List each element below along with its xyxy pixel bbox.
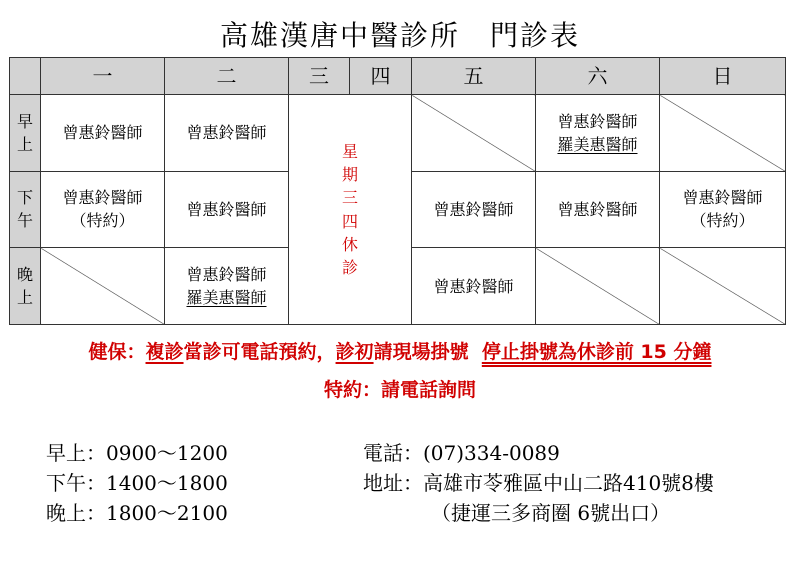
day-header-fri: 五: [412, 58, 536, 95]
special-note: （特約）: [690, 211, 755, 231]
cell-mon-afternoon: [41, 171, 165, 248]
morning-row: [10, 95, 786, 172]
doctor-name: 曾惠鈴醫師: [186, 264, 267, 284]
doctor-name: 羅美惠醫師: [557, 134, 638, 154]
page-title: 高雄漢唐中醫診所 門診表: [219, 19, 580, 52]
clinic-contact: [363, 438, 714, 528]
clinic-hours: [46, 438, 228, 528]
cell-fri-evening: 曾惠鈴醫師: [412, 248, 536, 325]
day-header-thu: 四: [350, 58, 412, 95]
day-header-sat: 六: [536, 58, 660, 95]
corner-cell: [10, 58, 41, 95]
cell-tue-morning: 曾惠鈴醫師: [165, 95, 289, 172]
cell-mon-evening-empty: [41, 248, 165, 325]
cell-sat-evening-empty: [536, 248, 660, 325]
cell-sun-morning-empty: [660, 95, 786, 172]
cell-tue-evening: [165, 248, 289, 325]
cell-sun-afternoon: [660, 171, 786, 248]
first-visit-keyword: 診初: [335, 341, 374, 363]
cell-fri-morning-empty: [412, 95, 536, 172]
closed-wed-thu-notice: [289, 95, 412, 325]
revisit-note: 當診可電話預約，: [183, 341, 336, 363]
doctor-name: 曾惠鈴醫師: [682, 188, 763, 208]
insurance-note: [0, 337, 800, 364]
row-label-morning: 早上: [10, 95, 41, 172]
row-label-evening: 晚上: [10, 248, 41, 325]
special-note: （特約）: [70, 211, 135, 231]
cell-sat-afternoon: 曾惠鈴醫師: [536, 171, 660, 248]
doctor-name: 曾惠鈴醫師: [557, 111, 638, 131]
cell-sat-morning: [536, 95, 660, 172]
cell-mon-morning: 曾惠鈴醫師: [41, 95, 165, 172]
hours-afternoon: 下午：1400～1800: [46, 471, 228, 495]
day-header-wed: 三: [289, 58, 350, 95]
cell-tue-afternoon: 曾惠鈴醫師: [165, 171, 289, 248]
mrt-directions: （捷運三多商圈 6號出口）: [431, 501, 671, 525]
row-label-afternoon: 下午: [10, 171, 41, 248]
weekday-header-row: [10, 58, 786, 95]
day-header-sun: 日: [660, 58, 786, 95]
insurance-label: 健保：: [88, 341, 146, 363]
doctor-name: 曾惠鈴醫師: [62, 188, 143, 208]
first-visit-note: 請現場掛號: [373, 341, 469, 363]
day-header-mon: 一: [41, 58, 165, 95]
day-header-tue: 二: [165, 58, 289, 95]
revisit-keyword: 複診: [145, 341, 184, 363]
address: 地址：高雄市苓雅區中山二路410號8樓: [363, 471, 714, 495]
special-appointment-note: 特約：請電話詢問: [323, 379, 476, 401]
cell-sun-evening-empty: [660, 248, 786, 325]
cell-fri-afternoon: 曾惠鈴醫師: [412, 171, 536, 248]
stop-registration-note: 停止掛號為休診前 15 分鐘: [481, 341, 712, 363]
schedule-table: [9, 57, 786, 325]
doctor-name: 羅美惠醫師: [186, 288, 267, 308]
closed-notice-text: 星期三四休診: [341, 141, 358, 277]
hours-evening: 晚上：1800～2100: [46, 501, 228, 525]
hours-morning: 早上：0900～1200: [46, 441, 228, 465]
phone-number: 電話：(07)334-0089: [363, 441, 560, 465]
